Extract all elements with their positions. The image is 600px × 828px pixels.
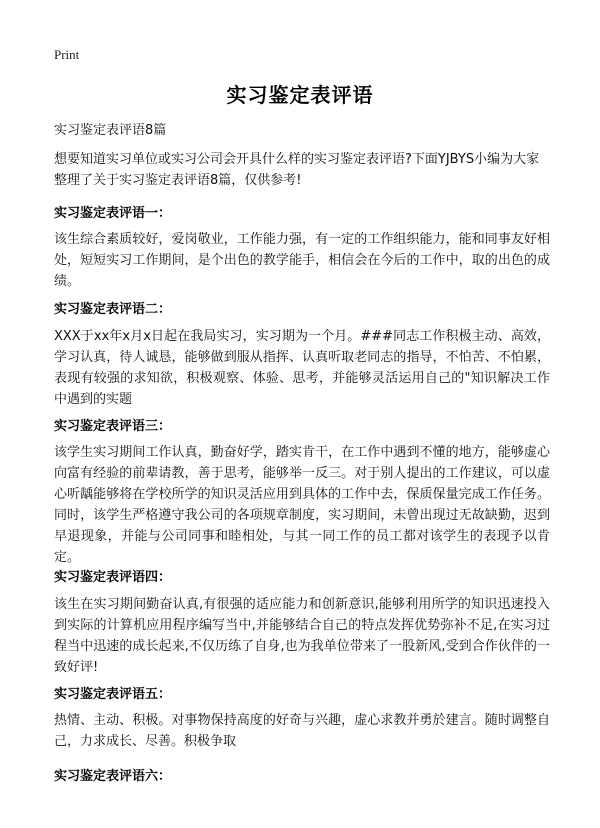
- section-1-body: 该生综合素质较好，爱岗敬业，工作能力强，有一定的工作组织能力，能和同事友好相处，短短实习工作期间，是个出色的教学能手，相信会在今后的工作中，取的出色的成绩。: [54, 232, 550, 289]
- page-title: 实习鉴定表评语: [226, 83, 374, 107]
- section-2-body: XXX于xx年x月x日起在我局实习，实习期为一个月。###同志工作积极主动、高效，学习认真，待人诚恳，能够做到服从指挥、认真听取老同志的指导，不怕苦、不怕累，表现有较强的求知欲，积极观察、体验、思考，并能够灵活运用自己的"知识解决工作中遇到的实题: [54, 329, 550, 407]
- section-5-body: 热情、主动、积极。对事物保持高度的好奇与兴趣，虚心求教并勇於建言。随时调整自己，力求成长、尽善。积极争取: [54, 713, 550, 749]
- print-label[interactable]: Print: [54, 47, 80, 62]
- section-1-title: 实习鉴定表评语一：: [54, 206, 172, 221]
- section-3-body: 该学生实习期间工作认真，勤奋好学，踏实肯干，在工作中遇到不懂的地方，能够虚心向富有经验的前辈请教，善于思考，能够举一反三。对于别人提出的工作建议，可以虚心听龋能够将在学校所学的知识灵活应用到具体的工作中去，保质保量完成工作任务。同时，该学生严格遵守我公司的各项规章制度，实习期间，未曾出现过无故缺勤，迟到早退现象，并能与公司同事和睦相处，与其一同工作的员工都对该学生的表现予以肯定。: [54, 445, 550, 565]
- document-subtitle: 实习鉴定表评语8篇: [54, 123, 167, 138]
- section-4-title: 实习鉴定表评语四：: [54, 570, 172, 585]
- section-6-title: 实习鉴定表评语六：: [54, 769, 172, 784]
- section-4-body: 该生在实习期间勤奋认真,有很强的适应能力和创新意识,能够利用所学的知识迅速投入到实际的计算机应用程序编写当中,并能够结合自己的特点发挥优势弥补不足,在实习过程当中迅速的成长起来,不仅历练了自身,也为我单位带来了一股新风,受到合作伙伴的一致好评!: [54, 597, 550, 675]
- section-3-title: 实习鉴定表评语三：: [54, 419, 172, 434]
- intro-paragraph: 想要知道实习单位或实习公司会开具什么样的实习鉴定表评语?下面YJBYS小编为大家整理了关于实习鉴定表评语8篇，仅供参考!: [54, 152, 540, 188]
- section-5-title: 实习鉴定表评语五：: [54, 687, 172, 702]
- section-2-title: 实习鉴定表评语二：: [54, 302, 172, 317]
